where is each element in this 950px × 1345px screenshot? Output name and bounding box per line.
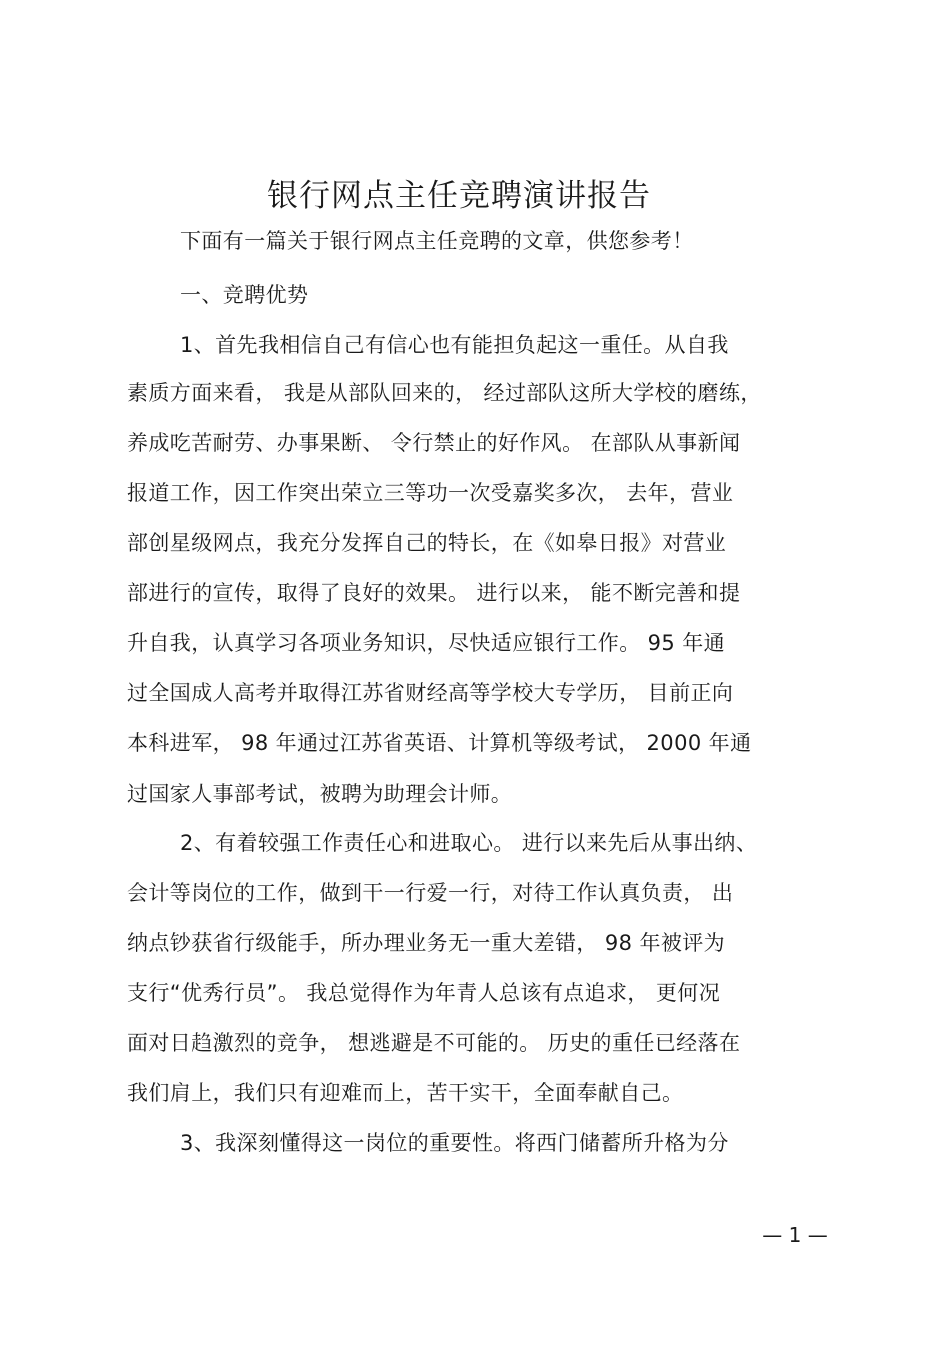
paragraph-line: 报道工作，因工作突出荣立三等功一次受嘉奖多次， 去年，营业 (127, 481, 734, 505)
document-title: 银行网点主任竞聘演讲报告 (267, 178, 651, 214)
paragraph-line: 本科进军， 98 年通过江苏省英语、计算机等级考试， 2000 年通 (127, 731, 752, 755)
paragraph-line: 升自我，认真学习各项业务知识，尽快适应银行工作。 95 年通 (127, 631, 726, 655)
paragraph-line: 2、有着较强工作责任心和进取心。 进行以来先后从事出纳、 (180, 831, 758, 855)
paragraph-line: 支行“优秀行员”。 我总觉得作为年青人总该有点追求， 更何况 (127, 981, 721, 1005)
paragraph-line: 素质方面来看， 我是从部队回来的， 经过部队这所大学校的磨练， (127, 381, 762, 405)
paragraph-line: 面对日趋激烈的竞争， 想逃避是不可能的。 历史的重任已经落在 (127, 1031, 741, 1055)
paragraph-line: 养成吃苦耐劳、办事果断、 令行禁止的好作风。 在部队从事新闻 (127, 431, 741, 455)
paragraph-line: 过国家人事部考试，被聘为助理会计师。 (127, 782, 513, 806)
section-heading: 一、竞聘优势 (180, 283, 309, 307)
paragraph-line: 会计等岗位的工作，做到干一行爱一行，对待工作认真负责， 出 (127, 881, 734, 905)
paragraph-line: 部进行的宣传，取得了良好的效果。 进行以来， 能不断完善和提 (127, 581, 741, 605)
paragraph-line: 我们肩上，我们只有迎难而上，苦干实干，全面奉献自己。 (127, 1081, 684, 1105)
page-number: — 1 — (762, 1223, 828, 1247)
paragraph-line: 纳点钞获省行级能手，所办理业务无一重大差错， 98 年被评为 (127, 931, 726, 955)
paragraph-line: 1、首先我相信自己有信心也有能担负起这一重任。从自我 (180, 333, 729, 357)
paragraph-line: 过全国成人高考并取得江苏省财经高等学校大专学历， 目前正向 (127, 681, 734, 705)
paragraph-line: 部创星级网点，我充分发挥自己的特长，在《如皋日报》对营业 (127, 531, 727, 555)
intro-line: 下面有一篇关于银行网点主任竞聘的文章，供您参考！ (180, 229, 694, 253)
paragraph-line: 3、我深刻懂得这一岗位的重要性。将西门储蓄所升格为分 (180, 1131, 729, 1155)
